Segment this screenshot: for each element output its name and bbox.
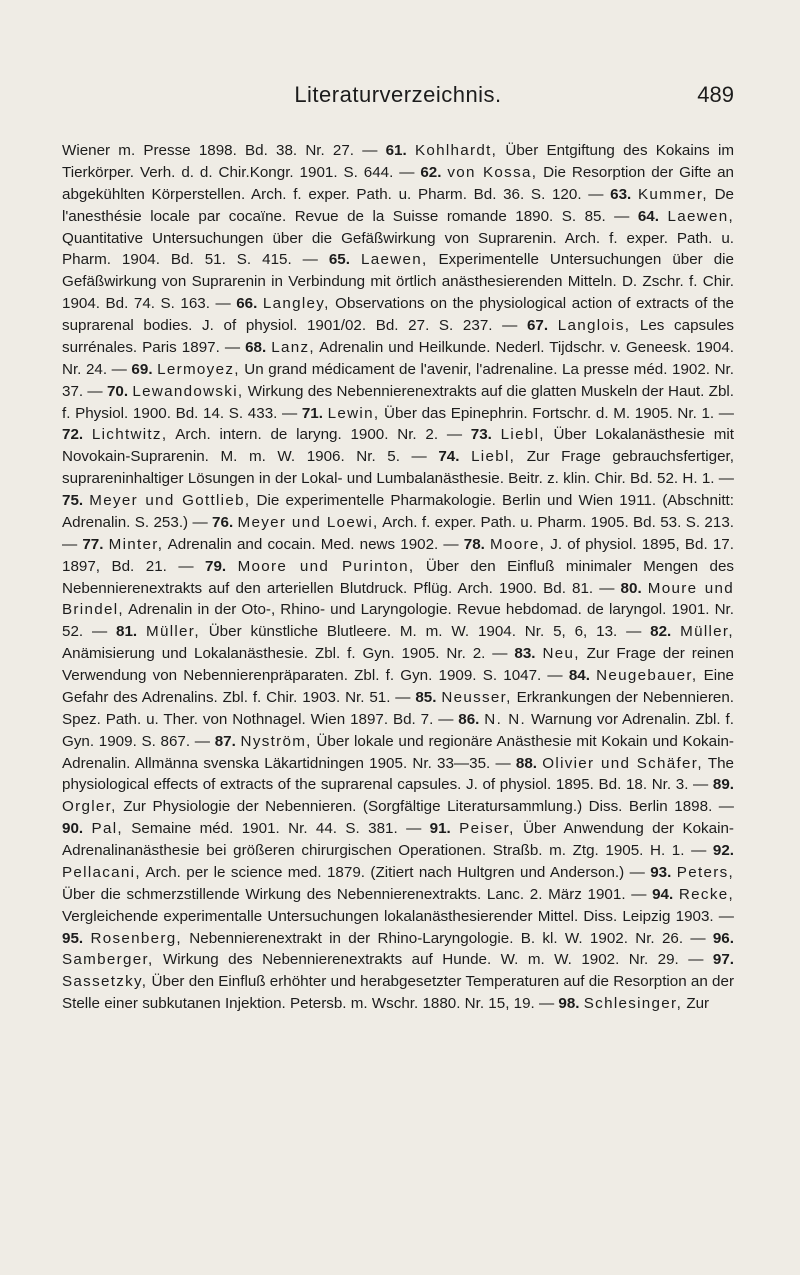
- entry-author: Lewandowski,: [132, 382, 244, 400]
- entry-author: Kummer,: [638, 185, 708, 203]
- entry-text: Semaine méd. 1901. Nr. 44. S. 381. —: [122, 820, 430, 838]
- entry-author: Müller,: [146, 623, 200, 641]
- entry-author: Schlesinger,: [583, 995, 683, 1013]
- bibliography-entry: [558, 995, 709, 1012]
- entry-text: Wirkung des Nebennierenextrakts auf Hunde. W. m. W. 1902. Nr. 29. —: [153, 951, 713, 969]
- entry-text: Zur Frage gebrauchsfertiger, suprareninhaltiger Lösungen in der Lokal- und Lumbalanästhesie. Beitr. z. klin. Chir. Bd. 52. H. 1. —: [62, 448, 734, 488]
- entry-text: Zur Physiologie der Nebennieren. (Sorgfältige Literatursammlung.) Diss. Berlin 1898. —: [116, 798, 734, 816]
- bibliography-entry: [116, 623, 650, 640]
- entry-author: Olivier und Schäfer,: [542, 754, 703, 772]
- entry-number: 81.: [116, 623, 138, 641]
- entry-author: Pellacani,: [62, 863, 141, 881]
- entry-text: De l'anesthésie locale par cocaïne. Revue de la Suisse romande 1890. S. 85. —: [62, 185, 734, 225]
- entry-author: Lanz,: [271, 338, 315, 356]
- entry-author: Recke,: [678, 885, 734, 903]
- entry-number: 83.: [514, 645, 536, 663]
- entry-author: Langley,: [262, 295, 330, 313]
- entry-text: Quantitative Untersuchungen über die Gefäßwirkung von Suprarenin. Arch. f. exper. Path. u. Pharm. 1904. Bd. 51. S. 415. —: [62, 229, 734, 269]
- entry-text: Über den Einfluß minimaler Mengen des Nebennierenextrakts auf den arteriellen Blutdruck. Pflüg. Arch. 1900. Bd. 81. —: [62, 557, 734, 597]
- entry-text: Adrenalin and cocain. Med. news 1902. —: [163, 535, 464, 553]
- entry-text: Über Lokalanästhesie mit Novokain-Suprarenin. M. m. W. 1906. Nr. 5. —: [62, 426, 734, 466]
- entry-text: Warnung vor Adrenalin. Zbl. f. Gyn. 1909. S. 867. —: [62, 710, 734, 750]
- entry-number: 75.: [62, 492, 84, 509]
- entry-number: 61.: [385, 142, 407, 159]
- entry-author: Liebl,: [471, 448, 516, 466]
- entry-text: Observations on the physiological action of extracts of the suprarenal bodies. J. of physiol. 1901/02. Bd. 27. S. 237. —: [62, 295, 734, 334]
- entry-number: 70.: [106, 382, 129, 400]
- entry-author: Samberger,: [62, 951, 154, 969]
- bibliography-entries: [62, 142, 734, 1012]
- entry-number: 72.: [62, 426, 84, 444]
- entry-author: Kohlhardt,: [414, 142, 498, 159]
- entry-text: Erkrankungen der Nebennieren. Spez. Path. u. Ther. von Nothnagel. Wien 1897. Bd. 7. —: [62, 688, 734, 728]
- entry-number: 90.: [62, 820, 84, 838]
- bibliography-entry: [62, 930, 713, 947]
- entry-number: 77.: [82, 535, 104, 553]
- entry-number: 94.: [652, 885, 674, 903]
- entry-author: Liebl,: [500, 426, 545, 444]
- entry-author: Neugebauer,: [596, 667, 698, 684]
- entry-number: 93.: [650, 863, 672, 881]
- entry-text: Adrenalin und Heilkunde. Nederl. Tijdschr. v. Geneesk. 1904. Nr. 24. —: [62, 338, 734, 378]
- entry-text: Die Resorption der Gifte an abgekühlten Körperstellen. Arch. f. exper. Path. u. Pharm. Bd. 36. S. 120. —: [62, 163, 734, 203]
- entry-author: Nyström,: [240, 732, 312, 750]
- entry-author: Neu,: [542, 645, 580, 663]
- entry-text: Les capsules surrénales. Paris 1897. —: [62, 317, 734, 356]
- entry-number: 68.: [245, 338, 267, 356]
- entry-author: Lewin,: [327, 404, 380, 422]
- entry-text: Anämisierung und Lokalanästhesie. Zbl. f. Gyn. 1905. Nr. 2. —: [62, 645, 515, 663]
- entry-author: von Kossa,: [447, 163, 538, 181]
- entry-number: 86.: [458, 710, 480, 728]
- entry-number: 95.: [62, 929, 84, 947]
- bibliography-text: [62, 140, 734, 1015]
- entry-author: Lermoyez,: [157, 360, 240, 378]
- entry-text: Arch. f. exper. Path. u. Pharm. 1905. Bd. 53. S. 213. —: [62, 513, 734, 553]
- entry-author: Moure und Brindel,: [62, 579, 734, 619]
- entry-author: Rosenberg,: [90, 929, 182, 947]
- entry-text: Adrenalin in der Oto-, Rhino- und Laryngologie. Revue hebdomad. de laryngol. 1901. Nr. 52. —: [62, 601, 734, 641]
- entry-text: Eine Gefahr des Adrenalins. Zbl. f. Chir. 1903. Nr. 51. —: [62, 667, 734, 706]
- entry-number: 85.: [415, 688, 437, 706]
- entry-number: 74.: [438, 448, 460, 466]
- entry-number: 78.: [463, 535, 485, 553]
- entry-author: Pal,: [91, 820, 123, 838]
- entry-text: Über die schmerzstillende Wirkung des Nebennierenextrakts. Lanc. 2. März 1901. —: [62, 885, 653, 903]
- entry-text: Über künstliche Blutleere. M. m. W. 1904. Nr. 5, 6, 13. —: [199, 623, 651, 641]
- entry-author: N. N.: [484, 710, 527, 728]
- entry-text: Über Anwendung der Kokain-Adrenalinanästhesie bei größeren chirurgischen Operationen. Straßb. m. Ztg. 1905. H. 1. —: [62, 820, 734, 859]
- entry-text: Vergleichende experimentalle Untersuchungen lokalanästhesierender Mittel. Diss. Leipzig 1903. —: [62, 907, 734, 925]
- bibliography-entry: [82, 536, 463, 553]
- entry-text: Über das Epinephrin. Fortschr. d. M. 1905. Nr. 1. —: [379, 404, 734, 422]
- bibliography-entry: [62, 426, 471, 443]
- entry-text: Über den Einfluß erhöhter und herabgesetzter Temperaturen auf die Resorption an der Stelle einer subkutanen Injektion. Petersb. m. Wschr. 1880. Nr. 15, 19. —: [62, 973, 734, 1013]
- entry-text: Arch. intern. de laryng. 1900. Nr. 2. —: [167, 426, 471, 444]
- entry-number: 84.: [568, 667, 590, 684]
- entry-number: 89.: [712, 776, 734, 794]
- entry-author: Langlois,: [557, 317, 631, 334]
- entry-number: 87.: [214, 732, 236, 750]
- lead-in-text: Wiener m. Presse 1898. Bd. 38. Nr. 27. —: [62, 142, 386, 159]
- entry-text: Un grand médicament de l'avenir, l'adrenaline. La presse méd. 1902. Nr. 37. —: [62, 360, 734, 400]
- entry-text: Die experimentelle Pharmakologie. Berlin und Wien 1911. (Abschnitt: Adrenalin. S. 253.) —: [62, 492, 734, 531]
- entry-author: Moore,: [490, 535, 546, 553]
- entry-text: Experimentelle Untersuchungen über die Gefäßwirkung von Suprarenin in Verbindung mit örtlich anästhesierenden Mitteln. D. Zschr. f. Chir. 1904. Bd. 74. S. 163. —: [62, 251, 734, 313]
- entry-number: 98.: [558, 995, 580, 1013]
- entry-number: 82.: [650, 623, 672, 641]
- entry-number: 64.: [637, 207, 659, 225]
- entry-author: Laewen,: [360, 251, 428, 269]
- entry-number: 76.: [212, 513, 234, 531]
- entry-author: Meyer und Loewi,: [237, 513, 379, 531]
- entry-author: Laewen,: [667, 207, 734, 225]
- entry-number: 96.: [712, 929, 734, 947]
- entry-number: 80.: [620, 579, 642, 597]
- entry-number: 79.: [205, 557, 227, 575]
- entry-number: 67.: [526, 317, 549, 334]
- entry-number: 65.: [328, 251, 350, 269]
- entry-text: Zur: [682, 995, 710, 1013]
- entry-text: Wirkung des Nebennierenextrakts auf die glatten Muskeln der Haut. Zbl. f. Physiol. 1900. Bd. 14. S. 433. —: [62, 382, 734, 422]
- entry-text: J. of physiol. 1895, Bd. 17. 1897, Bd. 21. —: [62, 535, 734, 575]
- running-title: Literaturverzeichnis.: [294, 82, 502, 107]
- entry-number: 91.: [429, 820, 451, 838]
- entry-author: Moore und Purinton,: [237, 557, 415, 575]
- entry-author: Lichtwitz,: [91, 426, 168, 444]
- bibliography-entry: [62, 820, 430, 837]
- entry-text: Nebennierenextrakt in der Rhino-Laryngologie. B. kl. W. 1902. Nr. 26. —: [181, 929, 713, 947]
- entry-author: Orgler,: [62, 798, 117, 816]
- entry-text: Zur Frage der reinen Verwendung von Nebennierenpräparaten. Zbl. f. Gyn. 1909. S. 1047. —: [62, 645, 734, 684]
- entry-number: 71.: [301, 404, 323, 422]
- entry-number: 88.: [515, 754, 538, 772]
- page-number: 489: [697, 82, 734, 107]
- entry-author: Sassetzky,: [62, 973, 148, 991]
- entry-text: Über lokale und regionäre Anästhesie mit Kokain und Kokain-Adrenalin. Allmänna svenska Läkartidningen 1905. Nr. 33—35. —: [62, 732, 734, 772]
- entry-author: Müller,: [680, 623, 734, 641]
- entry-author: Peters,: [676, 863, 734, 881]
- entry-author: Meyer und Gottlieb,: [89, 492, 251, 509]
- entry-number: 66.: [236, 295, 258, 313]
- entry-text: Arch. per le science med. 1879. (Zitiert nach Hultgren und Anderson.) —: [140, 863, 651, 881]
- entry-number: 97.: [712, 951, 734, 969]
- entry-text: The physiological effects of extracts of the suprarenal capsules. J. of physiol. 1895. Bd. 18. Nr. 3. —: [62, 754, 734, 794]
- entry-number: 73.: [470, 426, 492, 444]
- entry-number: 69.: [131, 360, 153, 378]
- entry-text: Über Entgiftung des Kokains im Tierkörper. Verh. d. d. Chir.Kongr. 1901. S. 644. —: [62, 142, 734, 181]
- entry-author: Neusser,: [441, 688, 512, 706]
- entry-author: Minter,: [108, 535, 164, 553]
- entry-author: Peiser,: [459, 820, 515, 838]
- entry-number: 92.: [712, 842, 734, 859]
- entry-number: 63.: [610, 185, 632, 203]
- entry-number: 62.: [420, 163, 442, 181]
- page-header: [62, 82, 734, 122]
- bibliography-entry: [302, 405, 734, 422]
